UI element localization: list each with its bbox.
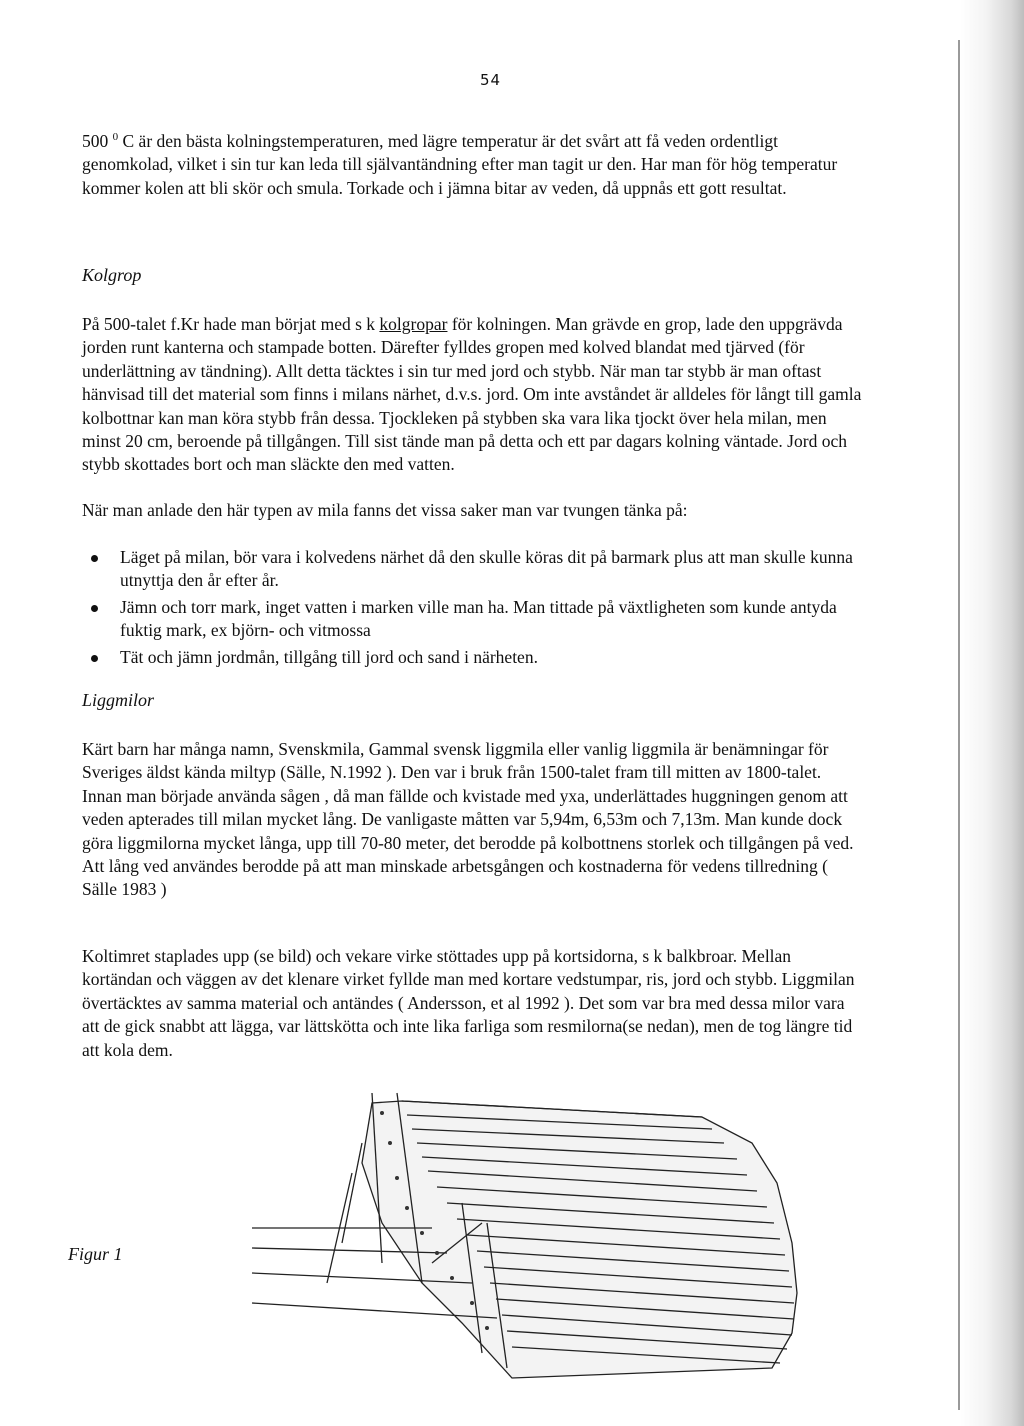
scan-shadow-edge <box>960 0 1024 1426</box>
kolgrop-paragraph-2: När man anlade den här typen av mila fanns det vissa saker man var tvungen tänka på: <box>82 500 688 520</box>
list-item <box>82 546 862 593</box>
kolgrop-heading: Kolgrop <box>82 265 142 285</box>
scan-edge-line <box>958 40 960 1410</box>
kolgrop-text-end: för kolningen. Man grävde en grop, lade den uppgrävda jorden runt kanterna och stampade botten. Därefter fylldes gropen med kolved blandat med tjärved (för underlättning av tändning). Allt detta täcktes i sin tur med jord och stybb. När man tar stybb är man oftast hänvisad till det material som finns i milans närhet, d.v.s. jord. Om inte avståndet är alldeles för långt till gamla kolbottnar kan man köra stybb från dessa. Tjockleken på stybben ska vara lika tjockt över hela milan, men minst 20 cm, beroende på tillgången. Till sist tände man på detta och ett par dagars kolning väntade. Jord och stybb skottades bort och man släckte den med vatten. <box>82 314 862 475</box>
kolgrop-bullet-list <box>82 546 862 672</box>
figure-caption: Figur 1 <box>68 1244 123 1264</box>
intro-paragraph <box>82 126 862 200</box>
list-item <box>82 596 862 643</box>
liggmila-illustration <box>232 1083 822 1383</box>
list-item <box>82 646 862 669</box>
kolgrop-text-start: På 500-talet f.Kr hade man börjat med s k <box>82 314 380 334</box>
list-item-text: Jämn och torr mark, inget vatten i marken ville man ha. Man tittade på växtligheten som kunde antyda fuktig mark, ex björn- och vitmossa <box>120 596 837 641</box>
liggmilor-heading: Liggmilor <box>82 690 155 710</box>
page-number: 54 <box>480 71 502 89</box>
liggmilor-paragraph-2: Koltimret staplades upp (se bild) och vekare virke stöttades upp på kortsidorna, s k balkbroar. Mellan kortändan och väggen av det klenare virket fyllde man med kortare vedstumpar, ris, jord och stybb. Liggmilan övertäcktes av samma material och antändes ( Andersson, et al 1992 ). Det som var bra med dessa milor vara att de gick snabbt att lägga, var lättskötta och inte lika farliga som resmilorna(se nedan), men de tog längre tid att kola dem. <box>82 946 855 1060</box>
kolgrop-paragraph <box>82 313 862 477</box>
list-item-text: Läget på milan, bör vara i kolvedens närhet då den skulle köras dit på barmark plus att man skulle kunna utnyttja den år efter år. <box>120 547 853 591</box>
liggmilor-paragraph-1: Kärt barn har många namn, Svenskmila, Gammal svensk liggmila eller vanlig liggmila är benämningar för Sveriges äldst kända miltyp (Sälle, N.1992 ). Den var i bruk från 1500-talet fram till mitten av 1800-talet. Innan man började använda sågen , då man fällde och kvistade med yxa, underlättades huggningen genom att veden apterades till milan mycket lång. De vanligaste måtten var 5,94m, 6,53m och 7,13m. Man kunde dock göra liggmilorna mycket långa, upp till 70-80 meter, det berodde på kolbottnens storlek och tillgången på ved. Att lång ved användes berodde på att man minskade arbetsgången och kostnaderna för vedens tillredning ( Sälle 1983 ) <box>82 739 854 900</box>
kolgropar-underlined-term: kolgropar <box>379 314 448 334</box>
bullet-icon <box>91 555 98 562</box>
bullet-icon <box>91 605 98 612</box>
intro-rest: C är den bästa kolningstemperaturen, med lägre temperatur är det svårt att få veden ordentligt genomkolad, vilket i sin tur kan leda till självantändning efter man tagit ur den. Har man för hög temperatur kommer kolen att bli skör och smula. Torkade och i jämna bitar av veden, då uppnås ett gott resultat. <box>82 130 838 198</box>
bullet-icon <box>91 655 98 662</box>
list-item-text: Tät och jämn jordmån, tillgång till jord och sand i närheten. <box>120 646 538 667</box>
degree-superscript: 0 <box>112 131 119 143</box>
intro-lead: 500 <box>82 130 113 151</box>
